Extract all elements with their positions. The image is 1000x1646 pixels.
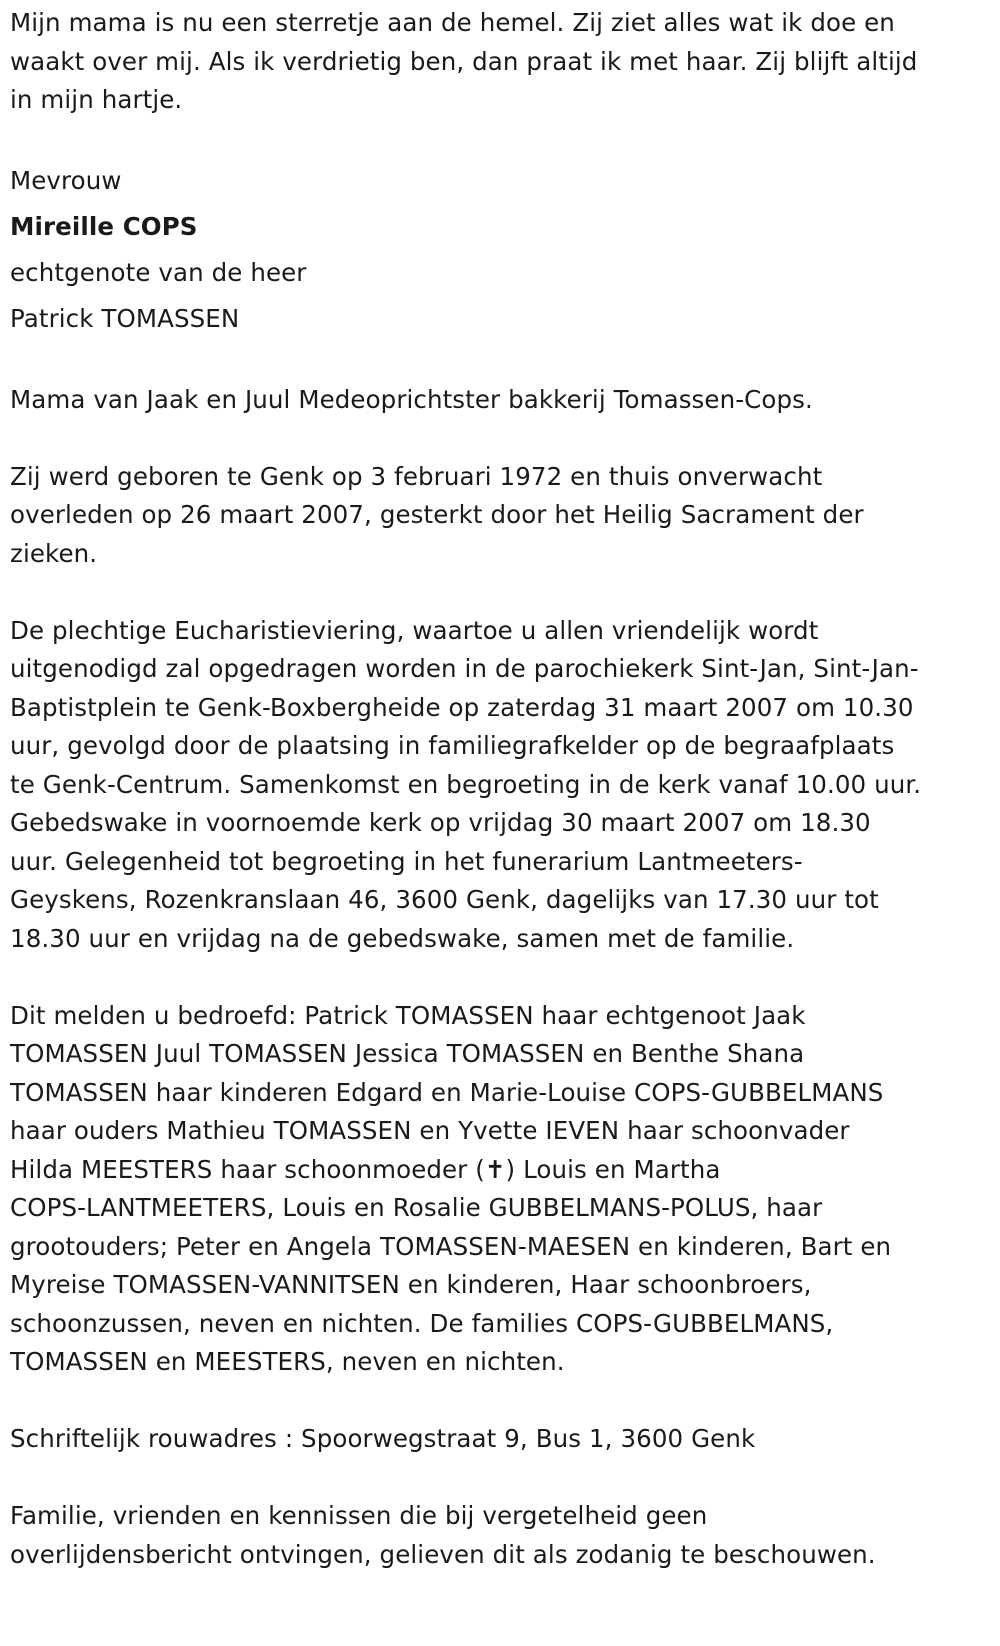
spacer bbox=[10, 1382, 1000, 1421]
spacer bbox=[10, 958, 1000, 997]
spouse-name: Patrick TOMASSEN bbox=[10, 304, 240, 333]
ceremony-paragraph: De plechtige Eucharistieviering, waartoe u allen vriendelijk wordt uitgenodigd zal opgedragen worden in de parochiekerk Sint-Jan, Sint-Jan- Baptistplein te Genk-Boxbergheide op zaterdag 31 maart 2007 om 10.30 uur, gevolgd door de plaatsing in familiegrafkelder op de begraafplaats te Genk-Centrum. Samenkomst en begroeting in de kerk vanaf 10.00 uur. Gebedswake in voornoemde kerk op vrijdag 30 maart 2007 om 18.30 uur. Gelegenheid tot begroeting in het funerarium Lantmeeters- Geyskens, Rozenkranslaan 46, 3600 Genk, dagelijks van 17.30 uur tot 18.30 uur en vrijdag na de gebedswake, samen met de familie. bbox=[10, 615, 922, 953]
deceased-name: Mireille COPS bbox=[10, 212, 198, 241]
relation-text: echtgenote van de heer bbox=[10, 258, 307, 287]
spacer bbox=[10, 419, 1000, 458]
spacer bbox=[10, 1459, 1000, 1498]
spacer bbox=[10, 120, 1000, 159]
closing-paragraph: Familie, vrienden en kennissen die bij vergetelheid geen overlijdensbericht ontvingen, gelieven dit als zodanig te beschouwen. bbox=[10, 1501, 876, 1569]
family-paragraph: Dit melden u bedroefd: Patrick TOMASSEN haar echtgenoot Jaak TOMASSEN Juul TOMASSEN Jessica TOMASSEN en Benthe Shana TOMASSEN haar kinderen Edgard en Marie-Louise COPS-GUBBELMANS haar ouders Mathieu TOMASSEN en Yvette IEVEN haar schoonvader Hilda MEESTERS haar schoonmoeder (✝) Louis en Martha COPS-LANTMEETERS, Louis en Rosalie GUBBELMANS-POLUS, haar grootouders; Peter en Angela TOMASSEN-MAESEN en kinderen, Bart en Myreise TOMASSEN-VANNITSEN en kinderen, Haar schoonbroers, schoonzussen, neven en nichten. De families COPS-GUBBELMANS, TOMASSEN en MEESTERS, neven en nichten. bbox=[10, 1000, 892, 1376]
spacer bbox=[10, 342, 1000, 381]
intro-paragraph: Mijn mama is nu een sterretje aan de hemel. Zij ziet alles wat ik doe en waakt over mij. Als ik verdrietig ben, dan praat ik met haar. Zij blijft altijd in mijn hartje. bbox=[10, 8, 918, 114]
address-paragraph: Schriftelijk rouwadres : Spoorwegstraat 9, Bus 1, 3600 Genk bbox=[10, 1424, 756, 1453]
role-paragraph: Mama van Jaak en Juul Medeoprichtster bakkerij Tomassen-Cops. bbox=[10, 384, 813, 414]
salutation: Mevrouw bbox=[10, 166, 122, 195]
spacer bbox=[10, 573, 1000, 612]
birth-death-paragraph: Zij werd geboren te Genk op 3 februari 1972 en thuis onverwacht overleden op 26 maart 2007, gesterkt door het Heilig Sacrament der zieken. bbox=[10, 461, 864, 568]
